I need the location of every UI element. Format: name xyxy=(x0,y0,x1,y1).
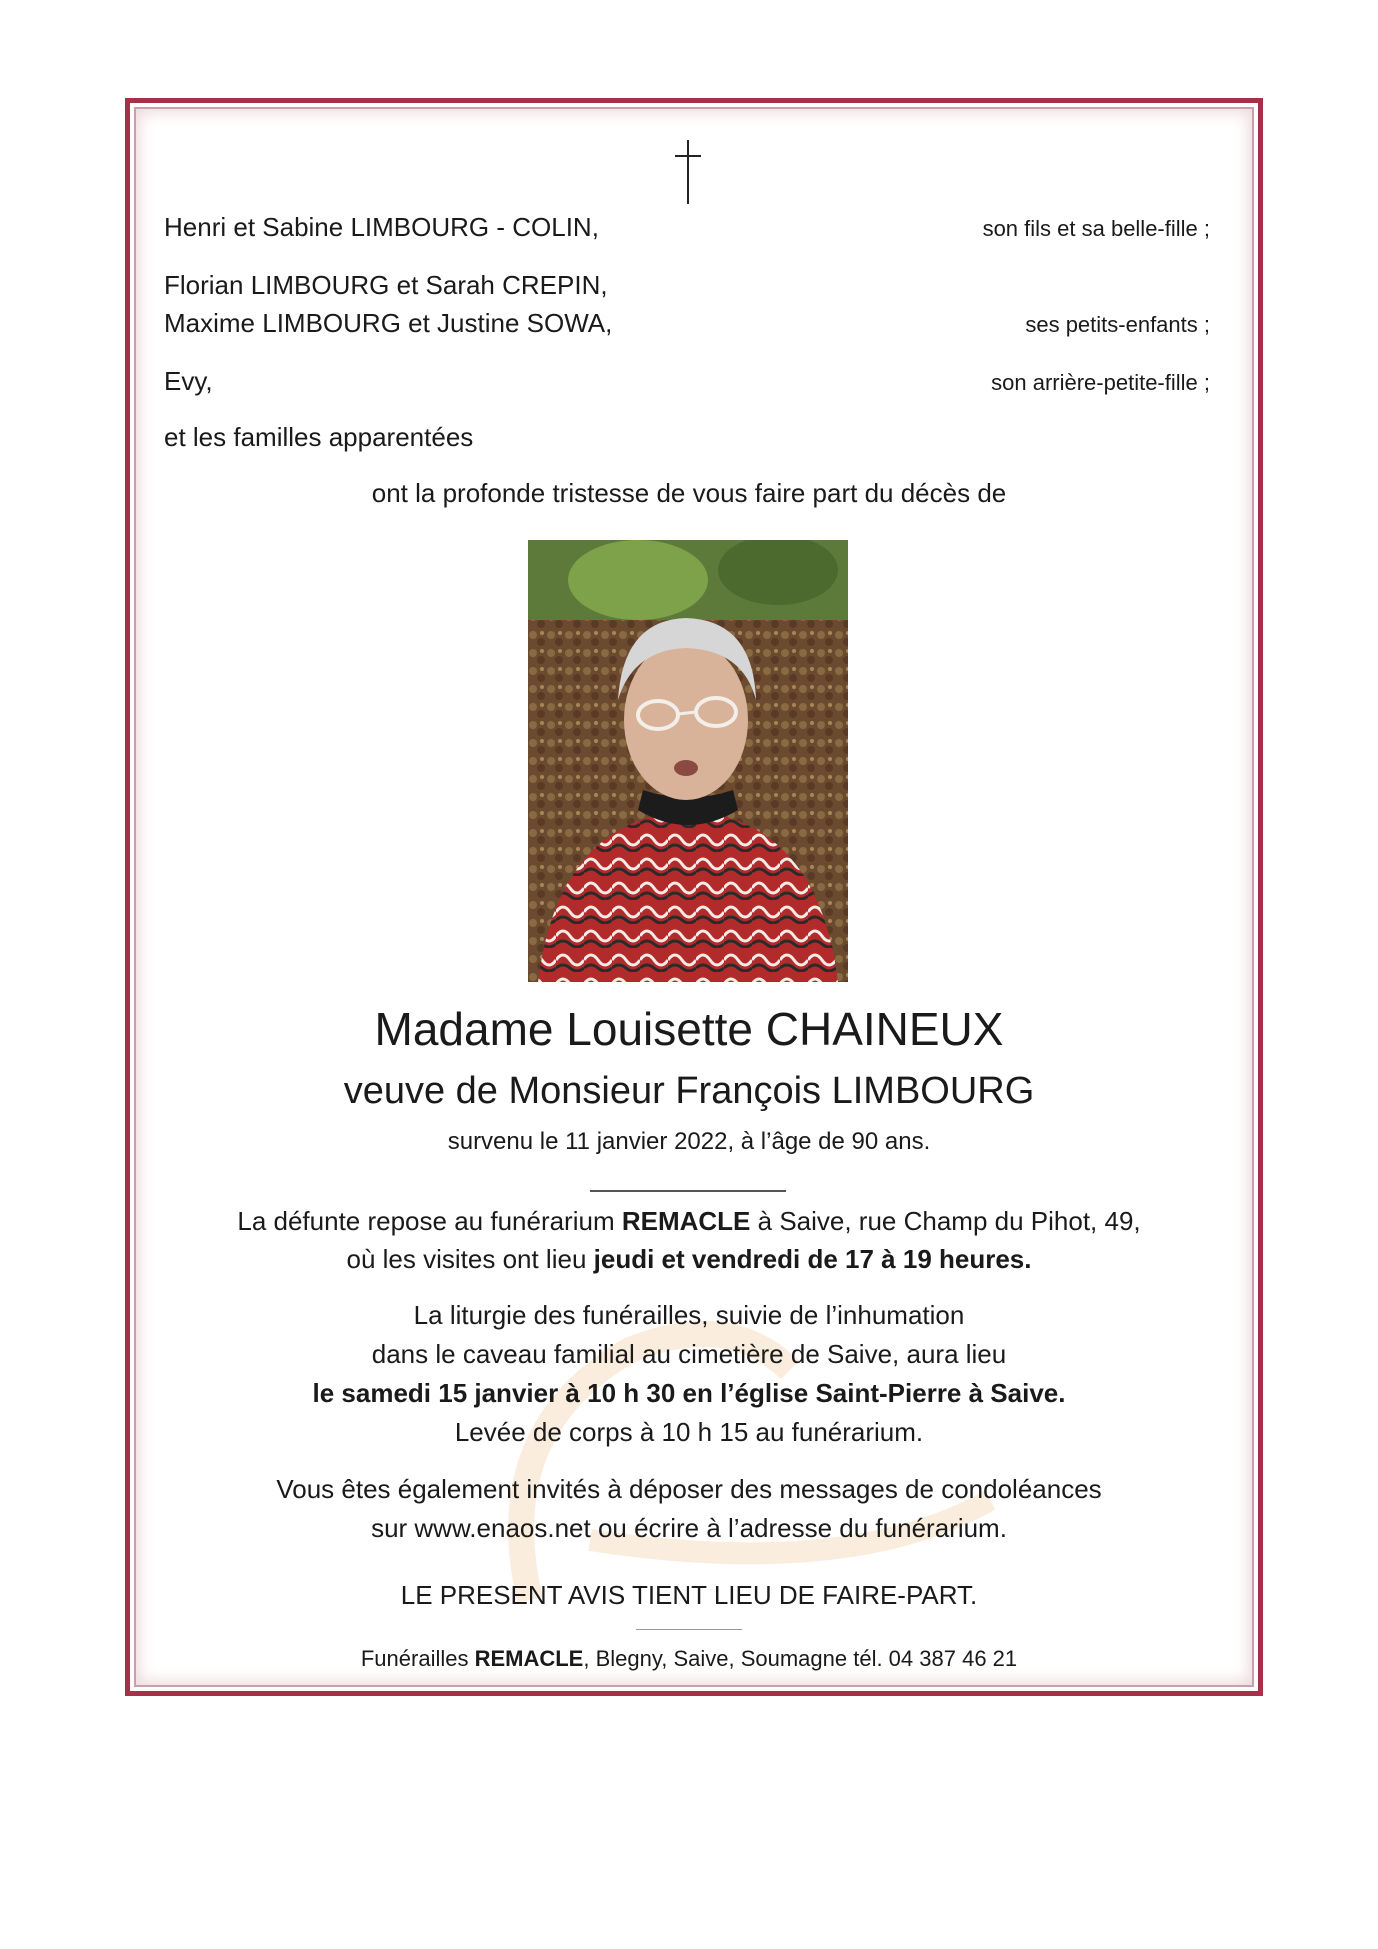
widow-of: veuve de Monsieur François LIMBOURG xyxy=(343,1070,1035,1112)
deceased-name: Madame Louisette CHAINEUX xyxy=(374,1003,1004,1055)
relation-great-grandchild: son arrière-petite-fille ; xyxy=(991,370,1210,395)
visitation-text: La défunte repose au funérarium xyxy=(237,1206,622,1236)
visitation-line-1 xyxy=(160,1206,1218,1237)
visitation-hours: jeudi et vendredi de 17 à 19 heures. xyxy=(593,1244,1032,1274)
visitation-line-2 xyxy=(160,1244,1218,1275)
funeral-line-2: dans le caveau familial au cimetière de Saive, aura lieu xyxy=(371,1339,1007,1369)
family-great-grandchild: Evy, xyxy=(164,366,213,396)
footer-brand: REMACLE xyxy=(474,1646,584,1671)
funeral-line-4: Levée de corps à 10 h 15 au funérarium. xyxy=(454,1417,924,1447)
footer-contact: , Blegny, Saive, Soumagne tél. 04 387 46 21 xyxy=(583,1646,1018,1671)
footer-separator xyxy=(636,1629,742,1630)
relation-grandchildren: ses petits-enfants ; xyxy=(1025,312,1210,337)
separator xyxy=(590,1190,786,1192)
visitation-address: à Saive, rue Champ du Pihot, 49, xyxy=(750,1206,1141,1236)
footer-text: Funérailles xyxy=(360,1646,475,1671)
family-grandchild-1: Florian LIMBOURG et Sarah CREPIN, xyxy=(164,270,608,300)
notice: LE PRESENT AVIS TIENT LIEU DE FAIRE-PART. xyxy=(400,1580,978,1610)
footer xyxy=(160,1646,1218,1672)
funeral-line-1: La liturgie des funérailles, suivie de l’inhumation xyxy=(413,1300,965,1330)
cross-icon xyxy=(673,140,703,204)
condolences-line-2: sur www.enaos.net ou écrire à l’adresse du funérarium. xyxy=(371,1513,1007,1543)
death-date: survenu le 11 janvier 2022, à l’âge de 90 ans. xyxy=(447,1128,931,1155)
family-son: Henri et Sabine LIMBOURG - COLIN, xyxy=(164,212,599,242)
portrait-photo xyxy=(528,540,848,982)
relation-son: son fils et sa belle-fille ; xyxy=(982,216,1210,241)
announcement: ont la profonde tristesse de vous faire part du décès de xyxy=(371,478,1007,508)
family-grandchild-2: Maxime LIMBOURG et Justine SOWA, xyxy=(164,308,613,338)
condolences-line-1: Vous êtes également invités à déposer des messages de condoléances xyxy=(276,1474,1102,1504)
funeral-date-location: le samedi 15 janvier à 10 h 30 en l’église Saint-Pierre à Saive. xyxy=(312,1378,1066,1408)
family-relatives: et les familles apparentées xyxy=(164,422,474,452)
visitation-text-2: où les visites ont lieu xyxy=(346,1244,594,1274)
funeral-home-name: REMACLE xyxy=(621,1206,751,1236)
